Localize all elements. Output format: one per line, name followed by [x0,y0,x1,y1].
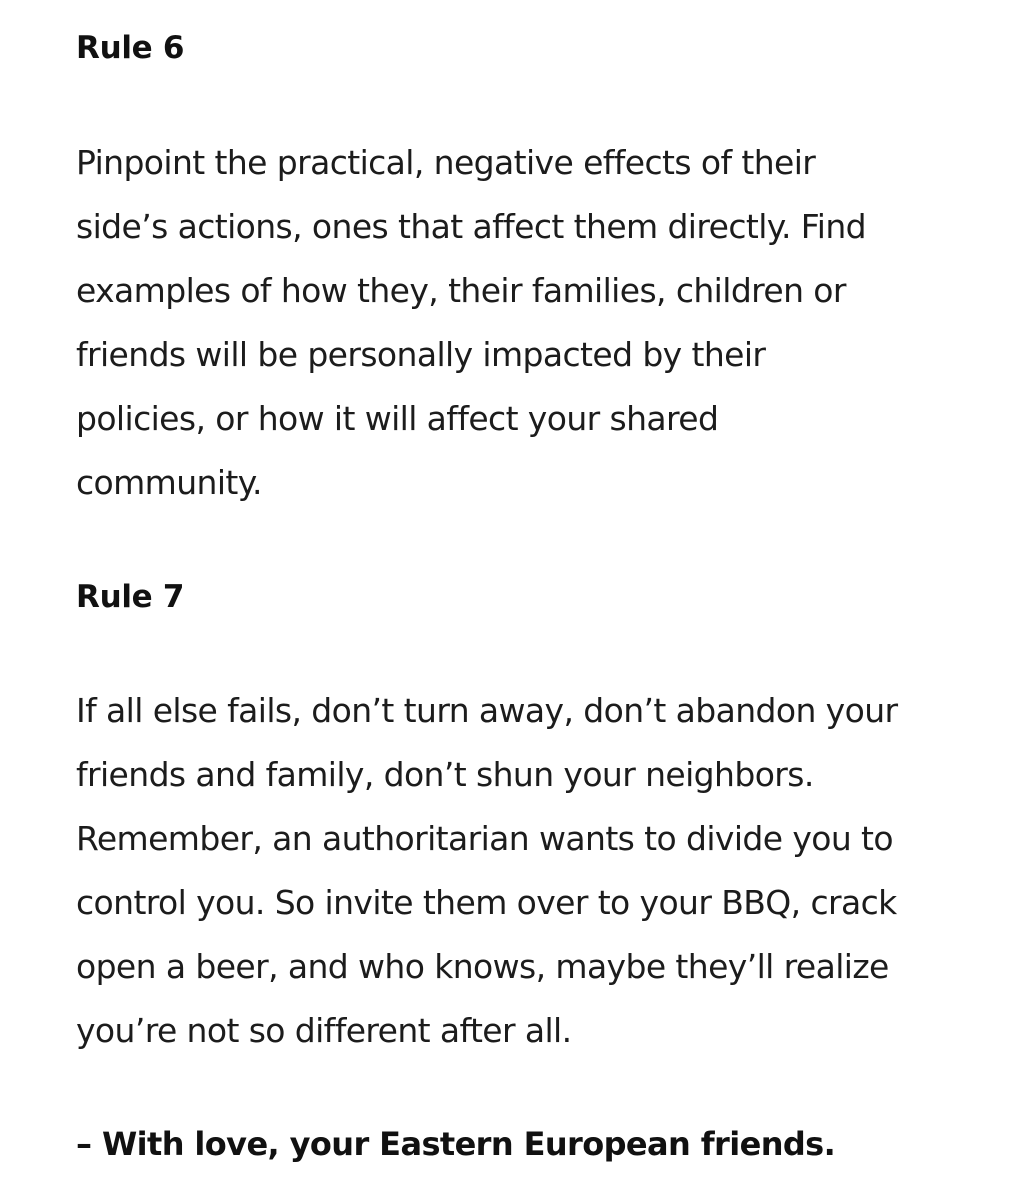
rule-7-line: control you. So invite them over to your BBQ, crack [76,883,897,922]
signoff: – With love, your Eastern European friends. [76,1125,836,1163]
rule-6-line: friends will be personally impacted by their [76,335,766,374]
rule-6-line: Pinpoint the practical, negative effects of their [76,143,816,182]
rule-7-line: you’re not so different after all. [76,1011,572,1050]
rule-7-heading: Rule 7 [76,579,185,615]
rule-7-line: friends and family, don’t shun your neighbors. [76,755,814,794]
rule-6-line: examples of how they, their families, children or [76,271,846,310]
rule-7-line: If all else fails, don’t turn away, don’t abandon your [76,691,898,730]
rule-7-line: Remember, an authoritarian wants to divide you to [76,819,893,858]
rule-7-paragraph [76,679,897,1063]
rule-6-heading: Rule 6 [76,30,185,66]
rule-7-line: open a beer, and who knows, maybe they’ll realize [76,947,889,986]
rule-6-line: community. [76,463,262,502]
rule-6-line: side’s actions, ones that affect them directly. Find [76,207,866,246]
rule-6-paragraph [76,131,866,515]
rule-6-line: policies, or how it will affect your shared [76,399,719,438]
